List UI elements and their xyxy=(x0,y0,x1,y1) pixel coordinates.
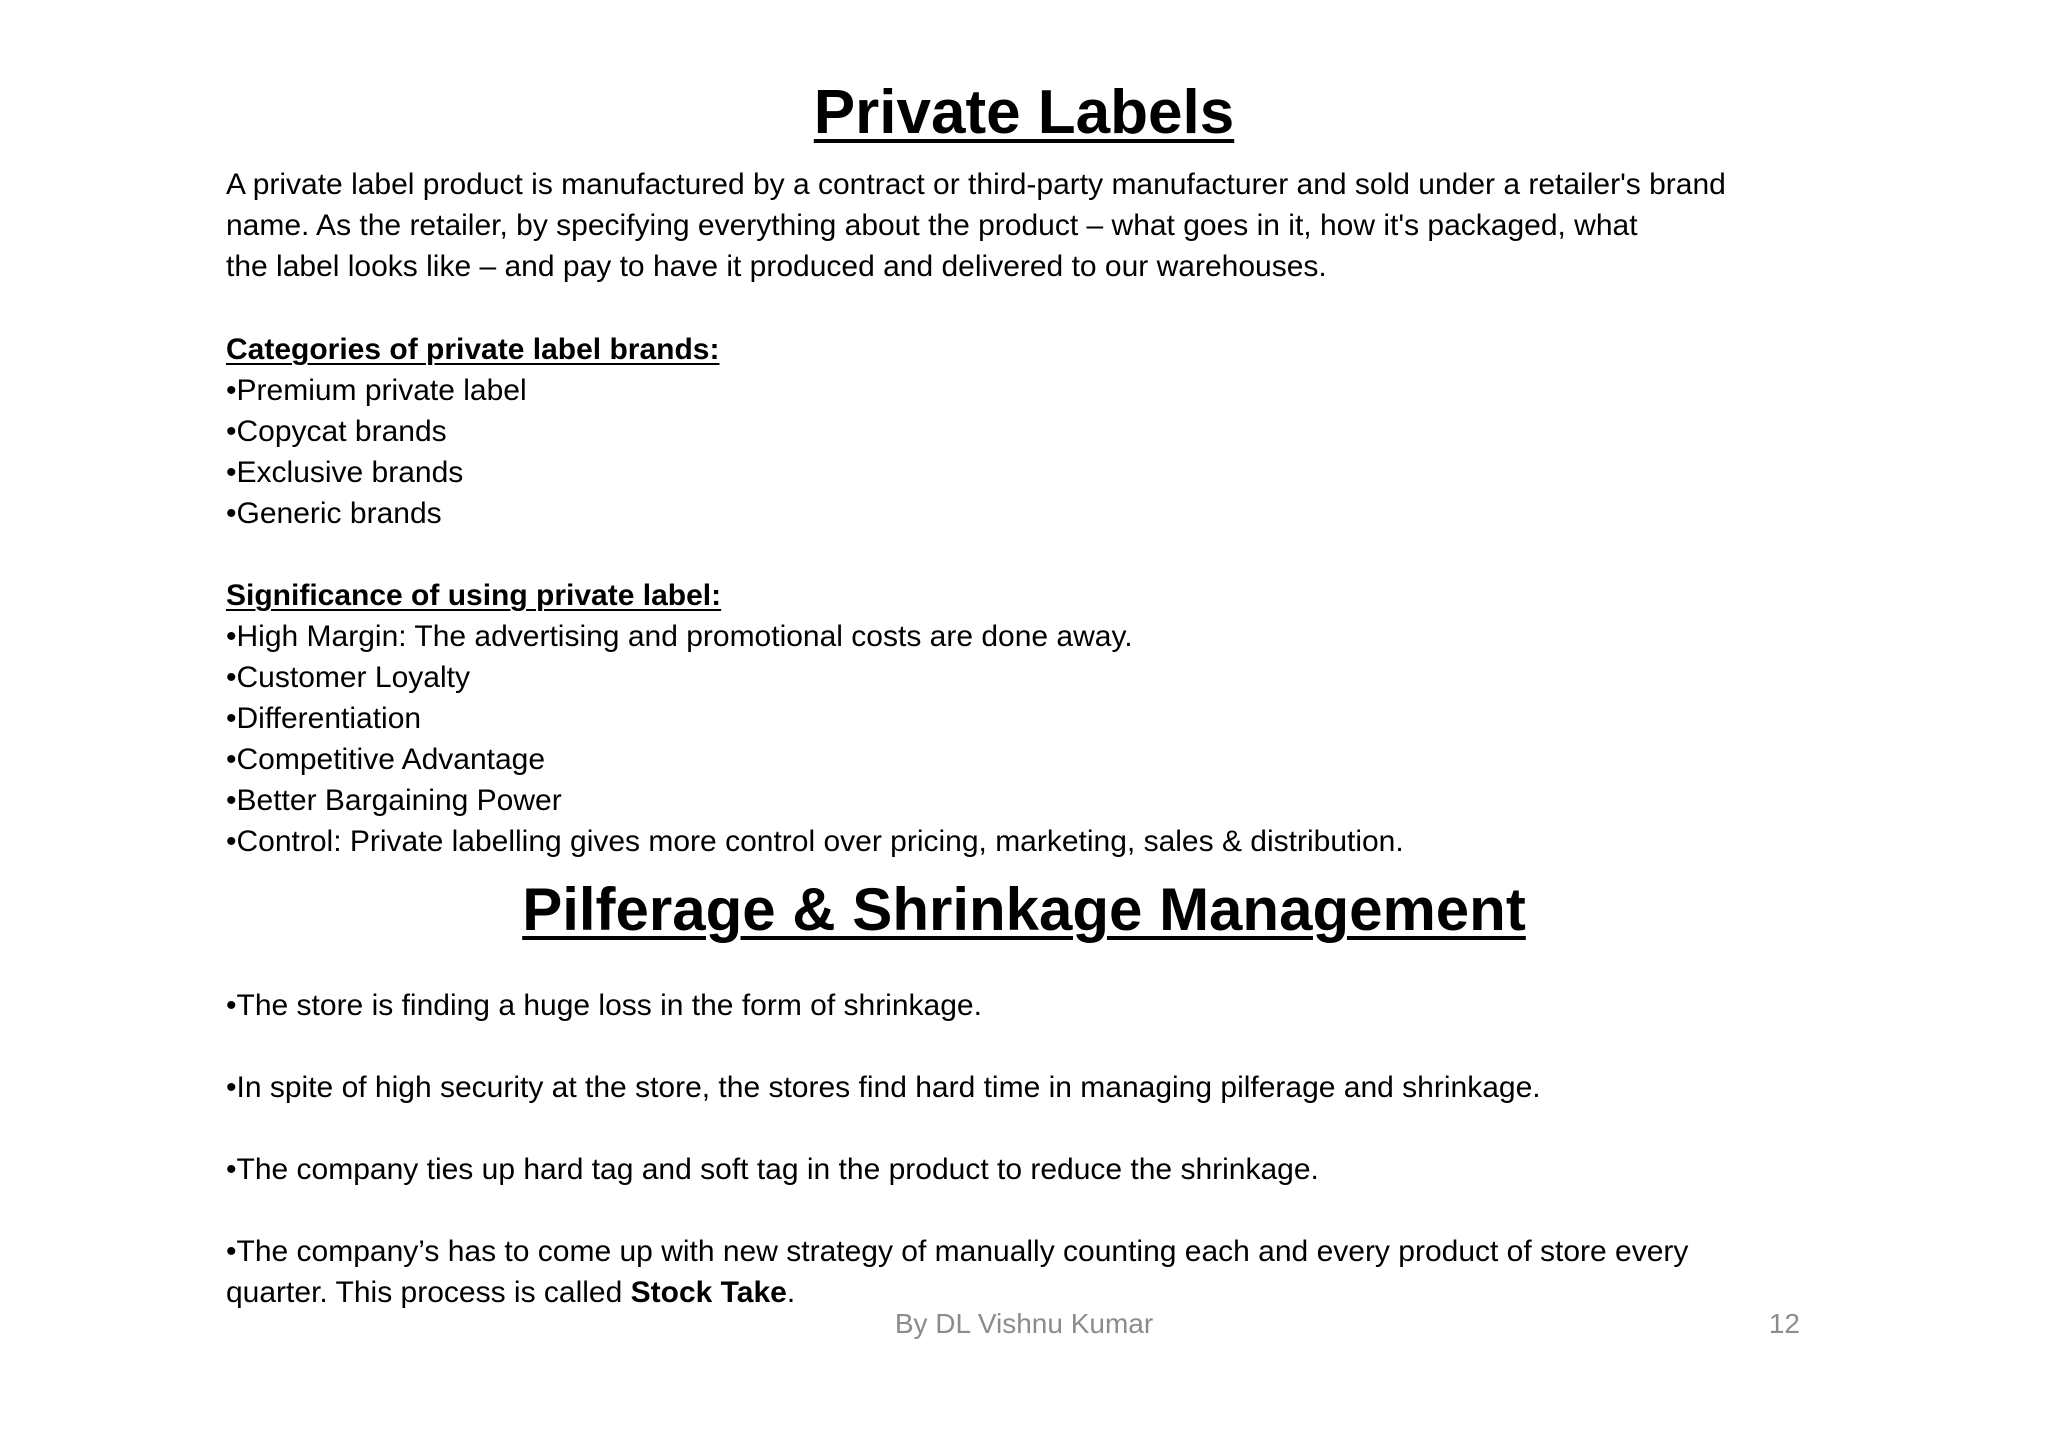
bullet-mark: • xyxy=(226,661,237,694)
slide-title: Private Labels xyxy=(813,78,1235,147)
list-item xyxy=(226,370,1846,411)
significance-section xyxy=(226,575,1846,862)
list-item xyxy=(226,985,1846,1026)
categories-heading: Categories of private label brands: xyxy=(226,333,720,366)
list-item-text: In spite of high security at the store, the stores find hard time in managing pilferage and shrinkage. xyxy=(236,1071,1541,1104)
list-item-text: Exclusive brands xyxy=(236,456,464,489)
bullet-mark: • xyxy=(226,374,237,407)
significance-heading: Significance of using private label: xyxy=(226,579,722,612)
list-item xyxy=(226,657,1846,698)
list-item xyxy=(226,698,1846,739)
list-item xyxy=(226,493,1846,534)
bullet-mark: • xyxy=(226,784,237,817)
list-item xyxy=(226,616,1846,657)
bullet-mark: • xyxy=(226,743,237,776)
list-item xyxy=(226,821,1846,862)
list-item xyxy=(226,411,1846,452)
list-item-text: Generic brands xyxy=(236,497,442,530)
list-item xyxy=(226,1067,1846,1108)
intro-line: A private label product is manufactured by a contract or third-party manufacturer and sold under a retailer's brand xyxy=(226,168,1726,201)
intro-line: the label looks like – and pay to have it produced and delivered to our warehouses. xyxy=(226,250,1327,283)
list-item-text: Customer Loyalty xyxy=(236,661,470,694)
stock-take-term: Stock Take xyxy=(630,1276,787,1309)
section-title-pilferage: Pilferage & Shrinkage Management xyxy=(522,876,1526,943)
list-item-text: Better Bargaining Power xyxy=(236,784,562,817)
footer-author: By DL Vishnu Kumar xyxy=(894,1308,1154,1339)
list-item-text: quarter. This process is called xyxy=(226,1276,631,1309)
bullet-mark: • xyxy=(226,1071,237,1104)
categories-list xyxy=(226,370,1846,534)
bullet-mark: • xyxy=(226,456,237,489)
list-item xyxy=(226,1231,1846,1313)
bullet-mark: • xyxy=(226,702,237,735)
list-item-text: Competitive Advantage xyxy=(236,743,546,776)
list-item-text: The company ties up hard tag and soft tag in the product to reduce the shrinkage. xyxy=(236,1153,1319,1186)
list-item xyxy=(226,1149,1846,1190)
pilferage-list xyxy=(226,985,1846,1313)
list-item-line xyxy=(226,1272,1846,1313)
bullet-mark: • xyxy=(226,825,237,858)
list-item xyxy=(226,780,1846,821)
list-item xyxy=(226,452,1846,493)
significance-list xyxy=(226,616,1846,862)
bullet-mark: • xyxy=(226,1235,237,1268)
list-item-text: Copycat brands xyxy=(236,415,447,448)
list-item-text: The company’s has to come up with new strategy of manually counting each and every product of store every xyxy=(236,1235,1689,1268)
list-item xyxy=(226,739,1846,780)
list-item-text: Control: Private labelling gives more control over pricing, marketing, sales & distribution. xyxy=(236,825,1404,858)
page-number: 12 xyxy=(1768,1308,1800,1339)
bullet-mark: • xyxy=(226,1153,237,1186)
bullet-mark: • xyxy=(226,497,237,530)
intro-paragraph xyxy=(226,164,1846,287)
bullet-mark: • xyxy=(226,620,237,653)
intro-line: name. As the retailer, by specifying everything about the product – what goes in it, how it's packaged, what xyxy=(226,209,1638,242)
list-item-text: Premium private label xyxy=(236,374,527,407)
list-item-text: . xyxy=(786,1276,796,1309)
pilferage-section xyxy=(226,985,1846,1313)
bullet-mark: • xyxy=(226,415,237,448)
list-item-text: Differentiation xyxy=(236,702,422,735)
list-item-text: High Margin: The advertising and promotional costs are done away. xyxy=(236,620,1133,653)
list-item-text: The store is finding a huge loss in the form of shrinkage. xyxy=(236,989,982,1022)
bullet-mark: • xyxy=(226,989,237,1022)
categories-section xyxy=(226,329,1846,534)
list-item-line xyxy=(226,1231,1846,1272)
